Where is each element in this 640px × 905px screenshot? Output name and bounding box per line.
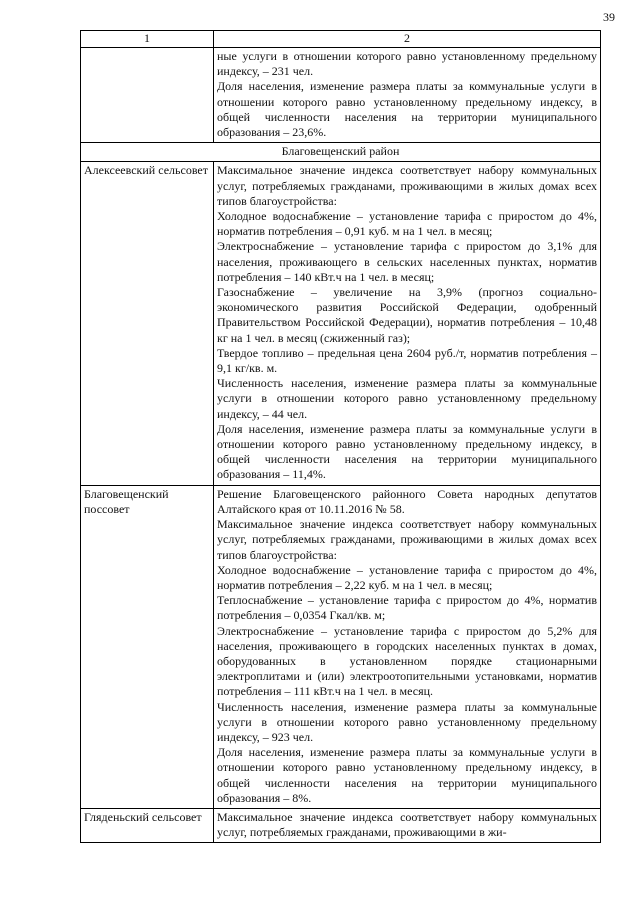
table-row (81, 808, 601, 842)
table-row (81, 162, 601, 485)
region-title: Благовещенский район (81, 143, 601, 162)
indicator-paragraph: Доля населения, изменение размера платы за коммунальные услуги в отношении которого равно установленному предельному индексу, в общей численности населения на территории муниципального образования – 8%. (217, 745, 597, 805)
column-header-2: 2 (214, 31, 601, 48)
settlement-name: Благовещенский поссовет (81, 485, 214, 808)
indicator-paragraph: Холодное водоснабжение – установление тарифа с приростом до 4%, норматив потребления – 2,22 куб. м на 1 чел. в месяц; (217, 562, 597, 592)
settlement-name: Гляденьский сельсовет (81, 808, 214, 842)
indicator-paragraph: Максимальное значение индекса соответствует набору коммунальных услуг, потребляемых гражданами, проживающими в жилых домах всех типов благоустройства: (217, 517, 597, 562)
indicator-paragraph: Электроснабжение – установление тарифа с приростом до 5,2% для населения, проживающего в городских населенных пунктах в домах, оборудованных в установленном порядке стационарными электроплитами и (или) электроотопительными установками, норматив потребления – 111 кВт.ч на 1 чел. в месяц. (217, 623, 597, 699)
indicator-paragraph: Электроснабжение – установление тарифа с приростом до 3,1% для населения, проживающего в сельских населенных пунктах, норматив потребления – 140 кВт.ч на 1 чел. в месяц; (217, 239, 597, 284)
settlement-name (81, 48, 214, 143)
column-header-1: 1 (81, 31, 214, 48)
settlement-name: Алексеевский сельсовет (81, 162, 214, 485)
table-header-row (81, 31, 601, 48)
indicator-paragraph: Газоснабжение – увеличение на 3,9% (прогноз социально-экономического развития Российской Федерации, одобренный Правительством Российской Федерации), норматив потребления – 10,48 кг на 1 чел. в месяц (сжиженный газ); (217, 285, 597, 345)
indicator-paragraph: Численность населения, изменение размера платы за коммунальные услуги в отношении которого равно установленному предельному индексу, – 44 чел. (217, 376, 597, 421)
data-table (80, 30, 601, 843)
indicator-paragraph: Численность населения, изменение размера платы за коммунальные услуги в отношении которого равно установленному предельному индексу, – 923 чел. (217, 699, 597, 744)
page-number: 39 (603, 10, 615, 24)
indicator-text (214, 485, 601, 808)
indicator-paragraph: Холодное водоснабжение – установление тарифа с приростом до 4%, норматив потребления – 0,91 куб. м на 1 чел. в месяц; (217, 209, 597, 239)
indicator-paragraph: Доля населения, изменение размера платы за коммунальные услуги в отношении которого равно установленному предельному индексу, в общей численности населения на территории муниципального образования – 11,4%. (217, 421, 597, 482)
indicator-text (214, 162, 601, 485)
indicator-text (214, 48, 601, 143)
indicator-paragraph: Максимальное значение индекса соответствует набору коммунальных услуг, потребляемых гражданами, проживающими в жи- (217, 809, 597, 840)
indicator-paragraph: Теплоснабжение – установление тарифа с приростом до 4%, норматив потребления – 0,0354 Гкал/кв. м; (217, 593, 597, 623)
indicator-text (214, 808, 601, 842)
indicator-paragraph: Максимальное значение индекса соответствует набору коммунальных услуг, потребляемых гражданами, проживающими в жилых домах всех типов благоустройства: (217, 163, 597, 208)
indicator-paragraph: ные услуги в отношении которого равно установленному предельному индексу, – 231 чел. (217, 49, 597, 79)
indicator-paragraph: Твердое топливо – предельная цена 2604 руб./т, норматив потребления – 9,1 кг/кв. м. (217, 345, 597, 376)
indicator-paragraph: Доля населения, изменение размера платы за коммунальные услуги в отношении которого равно установленному предельному индексу, в общей численности населения на территории муниципального образования – 23,6%. (217, 79, 597, 140)
indicator-paragraph: Решение Благовещенского районного Совета народных депутатов Алтайского края от 10.11.2016 № 58. (217, 486, 597, 516)
region-row (81, 143, 601, 162)
table-row-continuation (81, 48, 601, 143)
table-row (81, 485, 601, 808)
